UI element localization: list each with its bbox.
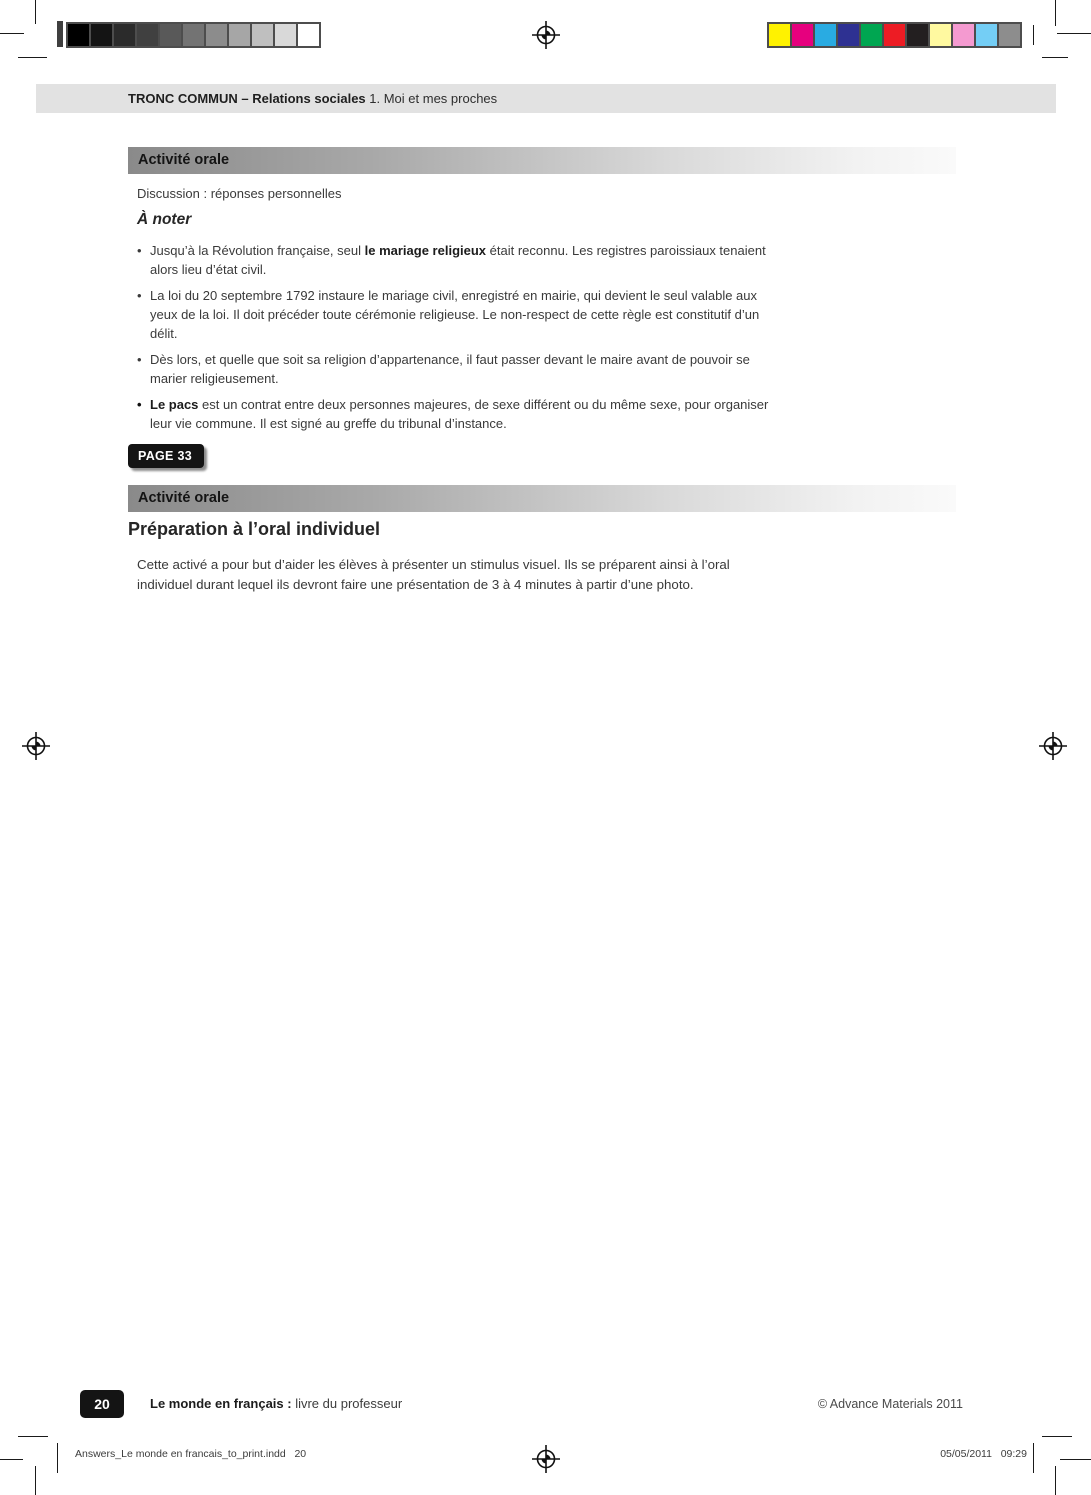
bullet-text: était reconnu. Les registres paroissiaux tenaient alors lieu d’état civil. [150, 243, 766, 277]
calibration-swatch [815, 24, 836, 46]
calibration-swatch [275, 24, 296, 46]
crop-mark [1060, 1459, 1091, 1460]
calibration-swatch [206, 24, 227, 46]
note-bullet [137, 350, 787, 388]
calibration-swatch [68, 24, 89, 46]
registration-mark-top [531, 20, 561, 50]
crop-mark [1055, 1466, 1056, 1495]
chapter-header-band [36, 84, 1056, 113]
note-bullet [137, 286, 787, 343]
note-bullet [137, 241, 787, 279]
crop-mark [1042, 57, 1068, 58]
bullet-text: La loi du 20 septembre 1792 instaure le mariage civil, enregistré en mairie, qui devient le seul valable aux yeux de la loi. Il doit précéder toute cérémonie religieuse. Le non-respect de cette règle est constitutif d’un délit. [150, 288, 760, 341]
chapter-title: TRONC COMMUN – Relations sociales [128, 91, 366, 106]
calibration-swatch [91, 24, 112, 46]
slug-filename: Answers_Le monde en francais_to_print.indd 20 [75, 1448, 307, 1460]
calibration-swatch [861, 24, 882, 46]
crop-mark [18, 1436, 48, 1437]
bullet-text: Jusqu’à la Révolution française, seul [150, 243, 365, 258]
crop-mark [1055, 0, 1056, 26]
page-reference-badge: PAGE 33 [128, 444, 204, 468]
calibration-swatch [229, 24, 250, 46]
calibration-swatch [298, 24, 319, 46]
calibration-swatch [999, 24, 1020, 46]
bullet-bold-text: le mariage religieux [364, 243, 487, 258]
color-calibration-bar [767, 22, 1022, 48]
crop-mark [1033, 1443, 1034, 1473]
calibration-swatch [769, 24, 790, 46]
bullet-text: est un contrat entre deux personnes majeures, de sexe différent ou du même sexe, pour organiser leur vie commune. Il est signé au greffe du tribunal d’instance. [150, 397, 769, 431]
calibration-swatch [838, 24, 859, 46]
page-number-badge: 20 [80, 1390, 124, 1418]
registration-mark-right [1038, 731, 1068, 761]
calibration-swatch [884, 24, 905, 46]
calibration-swatch [976, 24, 997, 46]
book-title-bold: Le monde en français : [150, 1396, 292, 1411]
crop-mark [0, 1459, 23, 1460]
book-title [150, 1390, 402, 1418]
activity-banner-2 [128, 485, 956, 512]
crop-mark [35, 1466, 36, 1495]
calibration-swatch [137, 24, 158, 46]
crop-mark [0, 33, 24, 34]
note-bullet-list [137, 241, 787, 440]
registration-mark-left [21, 731, 51, 761]
activity-banner-label: Activité orale [138, 490, 230, 506]
grayscale-calibration-bar [66, 22, 321, 48]
book-title-rest: livre du professeur [291, 1396, 403, 1411]
copyright-notice: © Advance Materials 2011 [817, 1397, 963, 1411]
calibration-swatch [160, 24, 181, 46]
crop-mark [1057, 33, 1091, 34]
bleed-mark [57, 21, 63, 47]
calibration-swatch [252, 24, 273, 46]
bullet-bold-text: Le pacs [150, 397, 199, 412]
calibration-swatch [183, 24, 204, 46]
calibration-swatch [792, 24, 813, 46]
section-paragraph: Cette activé a pour but d’aider les élèves à présenter un stimulus visuel. Ils se préparent ainsi à l’oral individuel durant lequel ils devront faire une présentation de 3 à 4 minutes à partir d’une photo. [137, 557, 730, 592]
crop-mark [1042, 1436, 1072, 1437]
slug-datetime: 05/05/2011 09:29 [940, 1448, 1027, 1460]
crop-mark [1033, 25, 1034, 45]
calibration-swatch [953, 24, 974, 46]
calibration-swatch [907, 24, 928, 46]
activity-banner-label: Activité orale [138, 152, 230, 168]
crop-mark [57, 1443, 58, 1473]
note-heading: À noter [137, 211, 192, 228]
chapter-subtitle: 1. Moi et mes proches [365, 91, 498, 106]
crop-mark [18, 57, 47, 58]
discussion-answer-line: Discussion : réponses personnelles [137, 186, 342, 201]
note-bullet [137, 395, 787, 433]
registration-mark-bottom [531, 1444, 561, 1474]
bullet-text: Dès lors, et quelle que soit sa religion d’appartenance, il faut passer devant le maire avant de pouvoir se marier religieusement. [150, 352, 750, 386]
activity-banner-1 [128, 147, 956, 174]
section-heading: Préparation à l’oral individuel [128, 519, 381, 539]
crop-mark [35, 0, 36, 24]
calibration-swatch [114, 24, 135, 46]
calibration-swatch [930, 24, 951, 46]
